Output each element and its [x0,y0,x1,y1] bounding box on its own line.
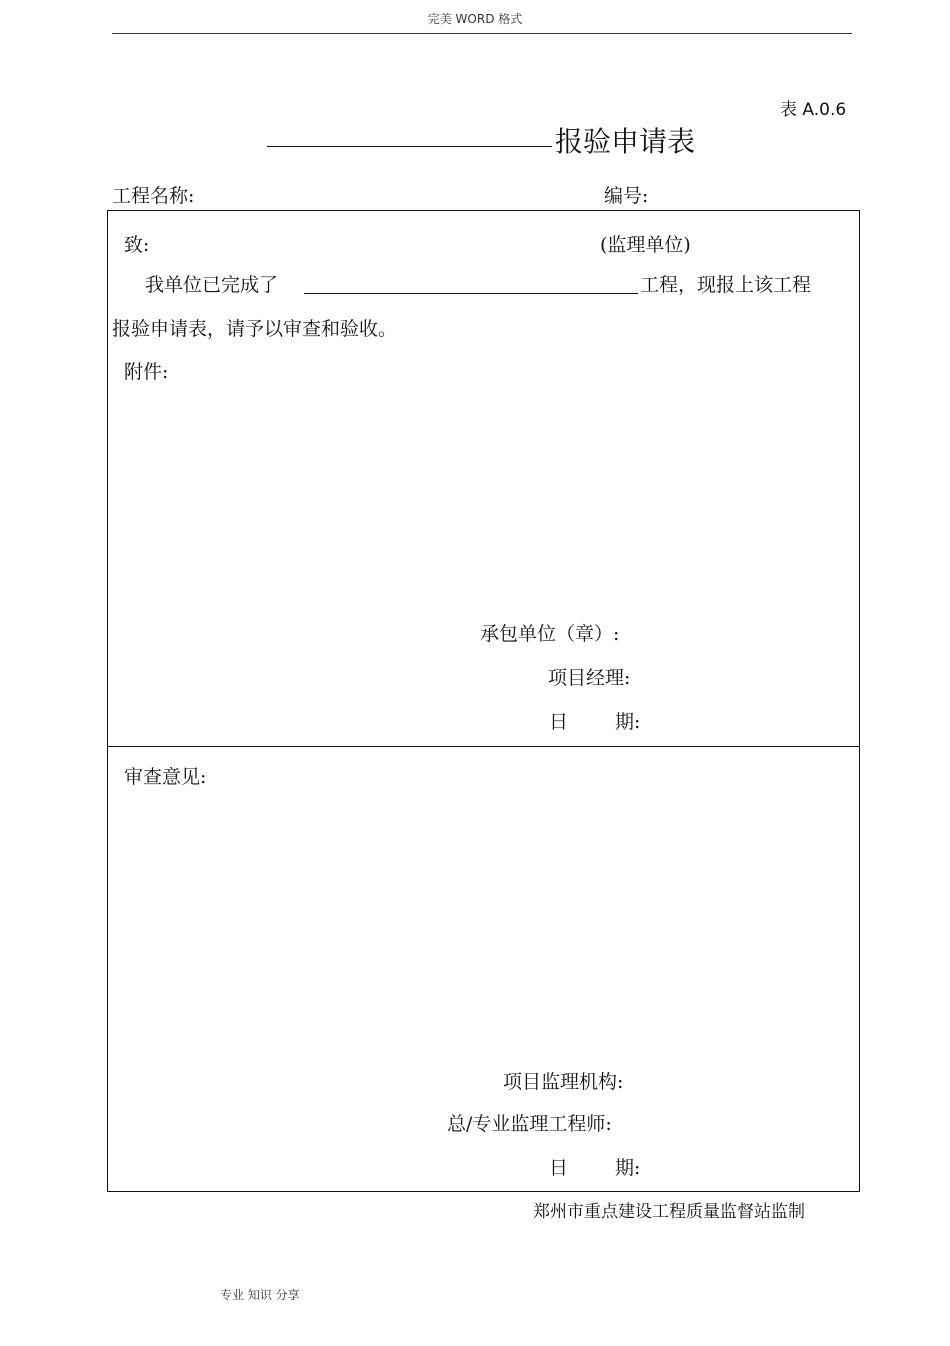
to-label: 致: [124,234,150,256]
title-blank-line [267,146,552,147]
date-label-char1: 日 [549,711,569,733]
project-manager-label: 项目经理: [548,667,631,689]
project-blank-line [304,293,638,294]
body-text-part2: 工程，现报上该工程 [640,274,812,296]
form-table [107,210,860,1192]
form-number: 表 A.0.6 [780,100,847,120]
project-name-label: 工程名称: [112,185,195,207]
date-label-char2: 期: [615,1157,641,1179]
body-text-part1: 我单位已完成了 [145,274,279,296]
header-divider [112,33,852,34]
page-title: 报验申请表 [555,125,696,158]
chief-engineer-label: 总/专业监理工程师: [447,1113,612,1135]
serial-number-label: 编号: [604,185,649,207]
review-opinion-label: 审查意见: [124,766,207,788]
contractor-seal-label: 承包单位（章）: [480,623,620,645]
supervisor-unit-label: (监理单位) [600,234,691,256]
page-header: 完美 WORD 格式 [427,12,523,26]
supervision-org-label: 项目监理机构: [503,1071,624,1093]
page-footer: 专业 知识 分享 [220,1288,300,1302]
date-label-char2: 期: [615,711,641,733]
body-text-line2: 报验申请表，请予以审查和验收。 [112,318,398,340]
section-divider [107,746,860,747]
attachments-label: 附件: [124,361,169,383]
issuer-text: 郑州市重点建设工程质量监督站监制 [533,1202,805,1222]
date-label-char1: 日 [549,1157,569,1179]
